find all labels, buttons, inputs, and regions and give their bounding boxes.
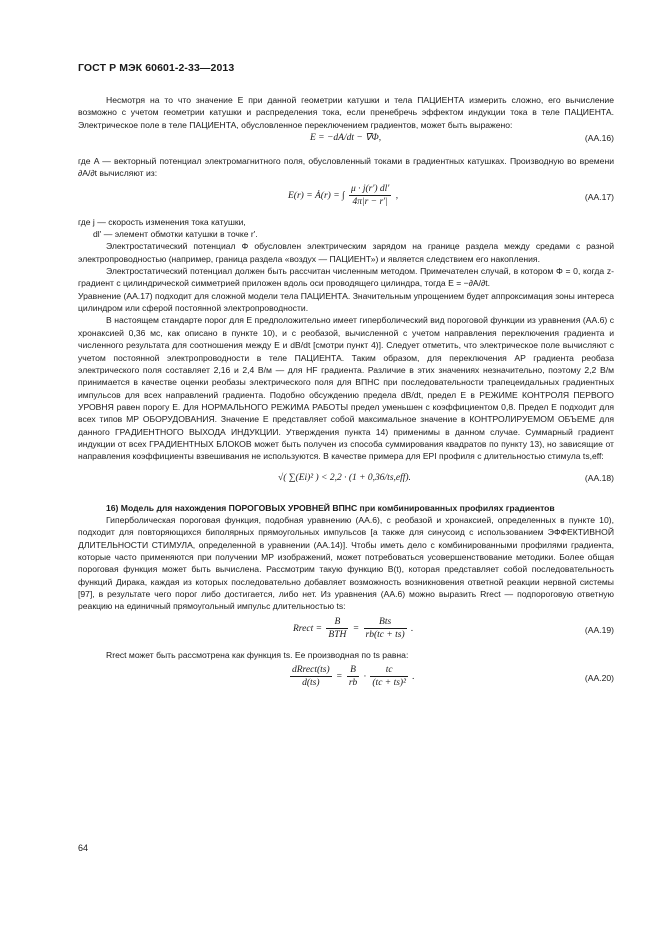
equation-aa19-tail: . <box>411 623 414 634</box>
equation-aa16-number: (АА.16) <box>584 133 614 144</box>
equation-aa17-number: (АА.17) <box>584 191 614 202</box>
equation-aa19-f2-numerator: Bts <box>364 616 407 629</box>
equation-aa19-f1-numerator: B <box>326 616 348 629</box>
equation-aa20-fraction-1 <box>347 664 359 690</box>
document-body <box>78 94 614 697</box>
equation-aa20-lhs-denominator: d(ts) <box>302 678 320 689</box>
equation-aa19-fraction-1 <box>326 616 348 642</box>
equation-aa19-number: (АА.19) <box>584 624 614 635</box>
equation-aa20-tail: . <box>412 672 415 683</box>
equation-aa16 <box>78 132 614 154</box>
equation-aa20-fraction-2 <box>370 664 408 690</box>
equation-aa19-f1-denominator: BTH <box>328 630 347 641</box>
paragraph-intro: Несмотря на то что значение E при данной геометрии катушки и тела ПАЦИЕНТА измерить сложно, его вычисление возможно с учетом геометрии катушки и распределения тока, если пренебречь эффектом индукции тока в теле ПАЦИЕНТА. Электрическое поле в теле ПАЦИЕНТА, обусловленное переключением градиентов, может быть выражено: <box>78 95 614 130</box>
equation-aa19-equals: = <box>352 623 360 634</box>
paragraph-numeric-method: Электростатический потенциал должен быть рассчитан численным методом. Примечателен случай, в котором Φ = 0, когда z-градиент с цилиндрической симметрией приложен вдоль оси проводящего цилиндра, тогда E = −∂A/∂t. <box>78 266 614 289</box>
equation-aa20-f2-denominator: (tc + ts)² <box>372 678 406 689</box>
equation-aa19-f2-denominator: rb(tc + ts) <box>365 630 405 641</box>
paragraph-hyperbolic-function: Гиперболическая пороговая функция, подобная уравнению (АА.6), с реобазой и хронаксией, определенных в пункте 10), подходит для повторяющихся биполярных прямоугольных импульсов [а также для синусоид с использованием ЭФФЕКТИВНОЙ ДЛИТЕЛЬНОСТИ СТИМУЛА, определенной в уравнении (АА.14)]. Чтобы иметь дело с комбинированными профилями градиента, которые часто применяются при получении МР изображений, может потребоваться усовершенствование методики. Более общая пороговая функция может быть вычислена. Рассмотрим такую функцию B(t), которая представляет собой последовательность функций Дирака, каждая из которых последовательно добавляет возможность возникновения ответной реакции нервной системы [97], в результате чего порог либо достигается, либо нет. Из уравнения (АА.6) можно выразить Rrect — подпороговую ответную реакцию на единичный прямоугольный импульс длительностью ts: <box>78 514 614 612</box>
paragraph-rrect-derivative: Rrect может быть рассмотрена как функция ts. Ее производная по ts равна: <box>106 649 409 660</box>
section-heading-16: 16) Модель для нахождения ПОРОГОВЫХ УРОВНЕЙ ВПНС при комбинированных профилях градиентов <box>106 502 555 513</box>
equation-aa17-numerator: μ · j(r') dl' <box>349 183 391 196</box>
equation-aa20-f1-numerator: B <box>347 664 359 677</box>
page-number: 64 <box>78 843 89 853</box>
paragraph-where-j: где j — скорость изменения тока катушки, <box>78 216 246 227</box>
equation-aa20 <box>78 662 614 696</box>
equation-aa17-fraction <box>349 183 391 209</box>
paragraph-equation-applicability: Уравнение (АА.17) подходит для сложной модели тела ПАЦИЕНТА. Значительным упрощением будет аппроксимация зоны интереса цилиндром или сферой постоянной электропроводности. <box>78 290 614 314</box>
equation-aa17-right: , <box>395 190 399 201</box>
equation-aa16-formula: E = −dA/dt − ∇Φ, <box>310 133 382 144</box>
equation-aa17-formula <box>288 183 398 209</box>
equation-aa18-formula: √( ∑(Ei)² ) < 2,2 · (1 + 0,36/ts,eff). <box>278 472 411 483</box>
equation-aa19-formula <box>293 616 413 642</box>
equation-aa20-dot: · <box>363 672 367 683</box>
equation-aa17 <box>78 181 614 215</box>
equation-aa18-number: (АА.18) <box>584 472 614 483</box>
equation-aa18 <box>78 464 614 494</box>
equation-aa20-f1-denominator: rb <box>348 678 358 689</box>
equation-aa20-lhs-fraction <box>290 664 332 690</box>
paragraph-electrostatic-potential: Электростатический потенциал Φ обусловлен электрическим зарядом на границе раздела между средами с разной электропроводностью (например, граница раздела «воздух — ПАЦИЕНТ») и является следствием его накопления. <box>78 241 614 264</box>
equation-aa20-lhs-numerator: dRrect(ts) <box>290 664 332 677</box>
document-header: ГОСТ Р МЭК 60601-2-33—2013 <box>78 62 235 74</box>
paragraph-threshold: В настоящем стандарте порог для E предположительно имеет гиперболический вид пороговой функции из уравнения (АА.6) с хронаксией 0,36 мс, как описано в пункте 10), и с реобазой, вычисленной с учетом направления переключения градиента и численного результата для соотношения между E и dB/dt [смотри пункт 4)]. Следует отметить, что электрическое поле вычисляют с учетом постоянной электропроводности в теле ПАЦИЕНТА. Таким образом, для переключения AP градиента реобаза электрического поля составляет 2,16 и 2,4 В/м — для HF градиента. Различие в этих значениях незначительно, поэтому 2,2 В/м принимается в качестве оценки реобазы электрического поля для ВПНС при последовательности трапецеидальных градиентных импульсов для всех направлений градиента. Подобно обсуждению предела dB/dt, предел E в РЕЖИМЕ КОНТРОЛЯ ПЕРВОГО УРОВНЯ равен порогу E. Для НОРМАЛЬНОГО РЕЖИМА РАБОТЫ предел уменьшен с коэффициентом 0,8. Предел E подходит для всех типов МР ОБОРУДОВАНИЯ. Значение E представляет собой максимальное значение в КОНТРОЛИРУЕМОМ ОБЪЕМЕ для данного ГРАДИЕНТНОГО ВЫХОДА ИНДУКЦИИ. Утверждения пункта 14) применимы в данном случае. Суммарный градиент индукции от всех ГРАДИЕНТНЫХ БЛОКОВ может быть получен из способа суммирования квадратов по пункту 13), но зависящие от направления коэффициенты взвешивания не используются. В качестве примера для EPI профиля с длительностью стимула ts,eff: <box>78 315 614 462</box>
equation-aa19-fraction-2 <box>364 616 407 642</box>
equation-aa17-denominator: 4π|r − r'| <box>352 197 388 208</box>
equation-aa19-lhs: Rrect = <box>293 623 323 634</box>
equation-aa20-f2-numerator: tc <box>370 664 408 677</box>
equation-aa17-left: E(r) = Ȧ(r) = ∫ <box>288 190 345 201</box>
equation-aa19 <box>78 614 614 648</box>
equation-aa20-number: (АА.20) <box>584 673 614 684</box>
paragraph-vector-potential: где A — векторный потенциал электромагнитного поля, обусловленный токами в градиентных катушках. Производную во времени ∂A/∂t вычисляют из: <box>78 156 614 179</box>
equation-aa20-equals: = <box>336 672 343 683</box>
equation-aa20-formula <box>288 664 415 690</box>
paragraph-where-dl: dl' — элемент обмотки катушки в точке r'. <box>93 229 258 240</box>
